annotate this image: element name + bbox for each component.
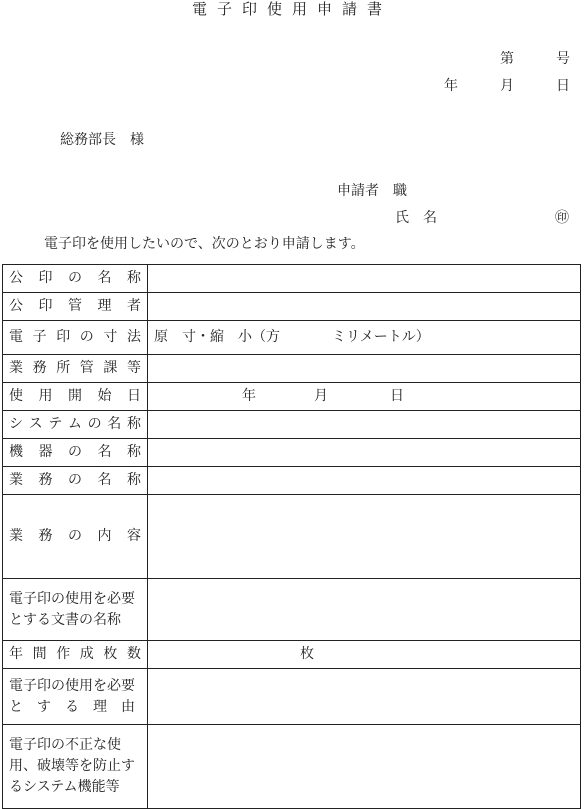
- row-label-reason: [3, 669, 148, 725]
- department-field[interactable]: [148, 355, 581, 383]
- row-label-seal-name: [3, 265, 148, 293]
- seal-manager-field[interactable]: [148, 293, 581, 321]
- label-line: るシステム機能等: [9, 779, 120, 795]
- seal-size-field[interactable]: [148, 321, 581, 355]
- table-row: [3, 293, 581, 321]
- document-number: [500, 52, 570, 66]
- label-line: とする文書の名称: [9, 611, 121, 628]
- row-label-document-name: [3, 579, 148, 641]
- row-label-system-name: シ ス テ ム の 名 称: [3, 411, 148, 439]
- seal-mark: ㊞: [555, 210, 569, 226]
- row-label-business-name: 業 務 の 名 称: [3, 467, 148, 495]
- row-label-seal-manager: 公 印 管 理 者: [3, 293, 148, 321]
- table-row: [3, 265, 581, 293]
- row-label-security-function: [3, 725, 148, 809]
- applicant-position-label: 申請者 職: [337, 183, 407, 199]
- label-line: 電子印の使用を必要: [9, 590, 135, 607]
- table-row: [3, 439, 581, 467]
- number-prefix: 第: [500, 51, 514, 67]
- size-text-left: 原 寸・縮 小（方: [154, 329, 280, 345]
- applicant-name-label: 氏 名: [395, 210, 437, 226]
- table-row: [3, 467, 581, 495]
- label-line: 電子印の使用を必要: [9, 677, 135, 694]
- start-year-label: 年: [242, 388, 256, 404]
- table-row: [3, 495, 581, 579]
- table-row: [3, 641, 581, 669]
- business-name-field[interactable]: [148, 467, 581, 495]
- table-row: [3, 383, 581, 411]
- annual-count-field[interactable]: [148, 641, 581, 669]
- row-label-department: 業 務 所 管 課 等: [3, 355, 148, 383]
- date-day-label: 日: [556, 78, 570, 94]
- addressee: 総務部長 様: [60, 132, 144, 148]
- date-year-label: 年: [444, 78, 458, 94]
- business-content-field[interactable]: [148, 495, 581, 579]
- security-function-field[interactable]: [148, 725, 581, 809]
- label-line: 用、破壊等を防止す: [9, 758, 135, 774]
- label-text: 公 印 の 名 称: [9, 270, 141, 286]
- label-line: 電子印の不正な使: [9, 737, 121, 753]
- number-suffix: 号: [556, 51, 570, 67]
- application-form-table: [2, 264, 581, 809]
- row-label-annual-count: 年 間 作 成 枚 数: [3, 641, 148, 669]
- table-row: [3, 725, 581, 809]
- label-line: と す る 理 由: [9, 698, 135, 715]
- table-row: [3, 321, 581, 355]
- start-month-label: 月: [314, 388, 328, 404]
- table-row: [3, 355, 581, 383]
- date-month-label: 月: [500, 78, 514, 94]
- row-label-business-content: 業 務 の 内 容: [3, 495, 148, 579]
- document-name-field[interactable]: [148, 579, 581, 641]
- reason-field[interactable]: [148, 669, 581, 725]
- intro-text: 電子印を使用したいので、次のとおり申請します。: [44, 236, 365, 252]
- row-label-start-date: 使 用 開 始 日: [3, 383, 148, 411]
- count-unit-label: 枚: [300, 646, 314, 662]
- seal-name-field[interactable]: [148, 265, 581, 293]
- device-name-field[interactable]: [148, 439, 581, 467]
- document-date: [444, 79, 570, 93]
- row-label-seal-size: 電 子 印 の 寸 法: [3, 321, 148, 355]
- size-text-right: ミリメートル）: [332, 329, 430, 345]
- table-row: [3, 411, 581, 439]
- document-title: 電子印使用申請書: [191, 0, 392, 18]
- table-row: [3, 579, 581, 641]
- row-label-device-name: 機 器 の 名 称: [3, 439, 148, 467]
- table-row: [3, 669, 581, 725]
- start-day-label: 日: [390, 388, 404, 404]
- start-date-field[interactable]: [148, 383, 581, 411]
- system-name-field[interactable]: [148, 411, 581, 439]
